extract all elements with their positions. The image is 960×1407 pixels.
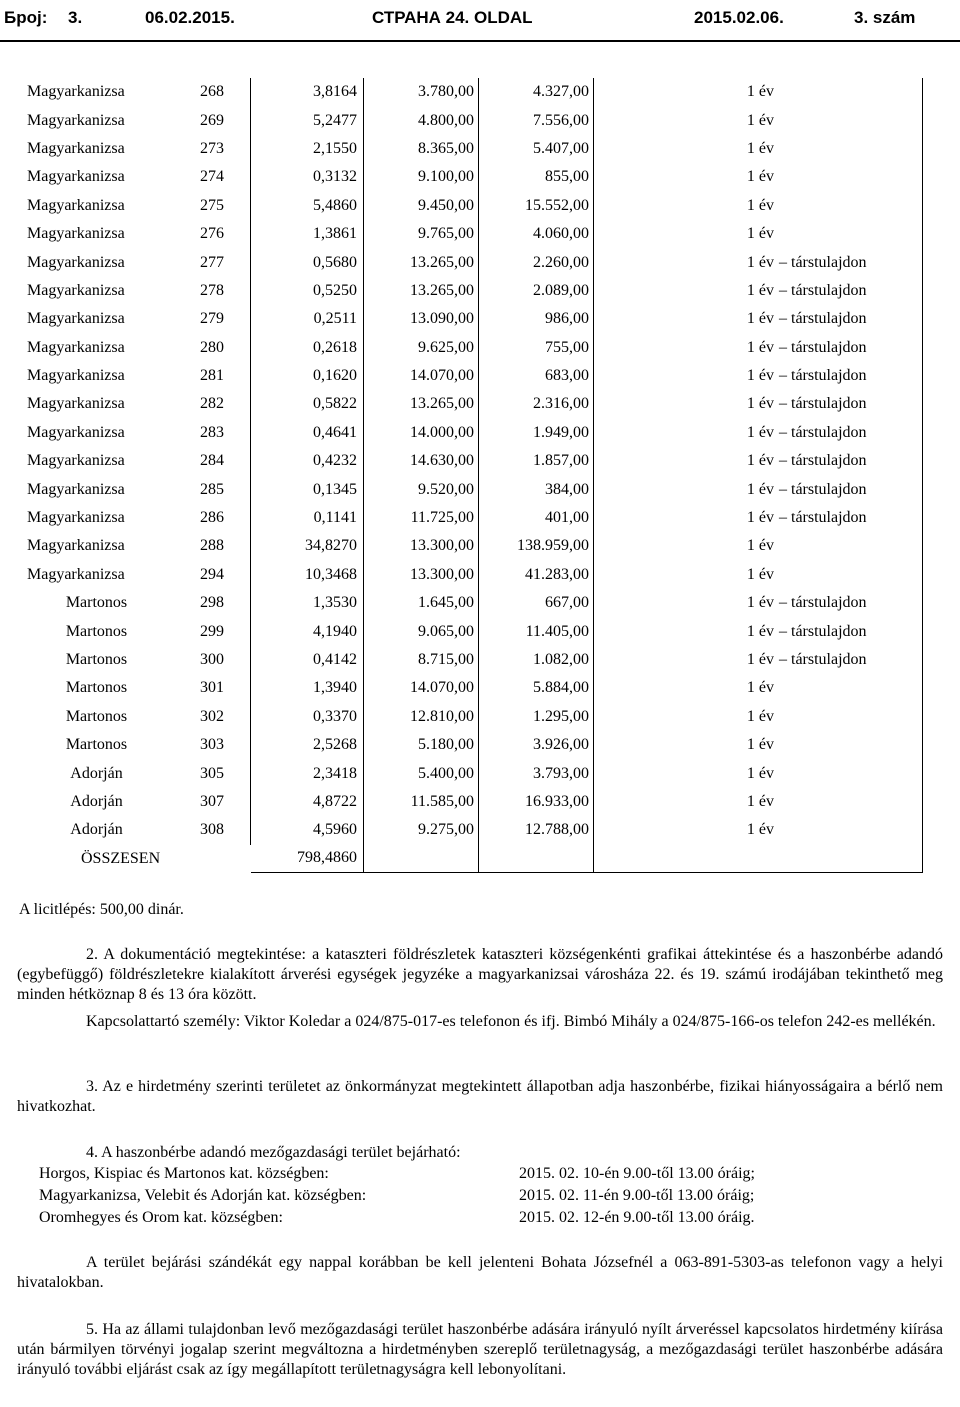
cell-rent: 4.327,00 [479, 78, 594, 106]
term-duration: 1 év [746, 452, 774, 470]
section-4-title: 4. A haszonbérbe adandó mezőgazdasági terület bejárható: [86, 1144, 461, 1161]
cell-area: 0,4142 [251, 646, 364, 674]
table-row [19, 561, 923, 589]
cell-term [594, 135, 923, 163]
issue-right: 3. szám [854, 8, 916, 27]
term-duration: 1 év [746, 509, 774, 527]
term-note: – társtulajdon [779, 594, 867, 612]
table-row [19, 646, 923, 674]
term-duration: 1 év [746, 679, 774, 697]
section-5: 5. Ha az állami tulajdonban levő mezőgazdasági terület haszonbérbe adására irányuló nyílt árveréssel kapcsolatos hirdetmény kiírása után bármilyen törvényi jogalap szerint megváltozna a hirdetményben szereplő területnagyság, a mezőgazdasági terület haszonbérbe adására irányuló további eljárást csak az így megállapított területnagyságra kell lebonyolítani. [17, 1321, 943, 1378]
total-empty-cell [479, 845, 594, 873]
cell-term [594, 305, 923, 333]
cell-parcel-number: 281 [200, 367, 224, 385]
cell-parcel-number: 307 [200, 792, 224, 810]
term-note: – társtulajdon [779, 281, 867, 299]
cell-price: 13.265,00 [364, 248, 479, 276]
cell-price: 11.585,00 [364, 788, 479, 816]
cell-parcel-number: 279 [200, 310, 224, 328]
cell-rent: 1.082,00 [479, 646, 594, 674]
cell-rent: 3.926,00 [479, 731, 594, 759]
cell-area: 0,5680 [251, 248, 364, 276]
cell-rent: 11.405,00 [479, 617, 594, 645]
cell-price: 12.810,00 [364, 703, 479, 731]
cell-location: Magyarkanizsa [27, 83, 125, 101]
cell-price: 14.630,00 [364, 447, 479, 475]
cell-rent: 5.407,00 [479, 135, 594, 163]
issue-number: 3. [68, 8, 83, 27]
cell-area: 1,3861 [251, 220, 364, 248]
term-note: – társtulajdon [779, 651, 867, 668]
section-2-para-1: 2. A dokumentáció megtekintése: a kataszteri földrészletek kataszteri községenkénti grafikai áttekintése és a haszonbérbe adandó (egybefüggő) földrészletekre kialakított árverési egységek jegyzéke a magyarkanizsai városháza 22. és 19. számú irodájában tekinthető meg minden hétköznap 8 és 13 óra között. [17, 946, 943, 1003]
cell-term [594, 504, 923, 532]
table-row [19, 277, 923, 305]
cell-location: Magyarkanizsa [27, 395, 125, 413]
bid-step: A licitlépés: 500,00 dinár. [19, 901, 184, 918]
cell-area: 4,8722 [251, 788, 364, 816]
term-duration: 1 év [746, 651, 774, 668]
table-row [19, 788, 923, 816]
cell-rent: 755,00 [479, 334, 594, 362]
table-row [19, 816, 923, 844]
table-row [19, 589, 923, 617]
cell-rent: 41.283,00 [479, 561, 594, 589]
term-duration: 1 év [746, 707, 774, 725]
cell-area: 10,3468 [251, 561, 364, 589]
visit-schedule [39, 1163, 755, 1229]
table-row [19, 390, 923, 418]
schedule-row [39, 1185, 755, 1207]
cell-parcel-number: 274 [200, 168, 224, 186]
table-row [19, 163, 923, 191]
cell-rent: 855,00 [479, 163, 594, 191]
cell-rent: 1.857,00 [479, 447, 594, 475]
cell-price: 14.070,00 [364, 674, 479, 702]
cell-price: 9.625,00 [364, 334, 479, 362]
cell-rent: 7.556,00 [479, 106, 594, 134]
cell-rent: 2.260,00 [479, 248, 594, 276]
term-note: – társtulajdon [779, 395, 867, 413]
cell-area: 2,3418 [251, 759, 364, 787]
cell-price: 5.180,00 [364, 731, 479, 759]
cell-parcel-number: 285 [200, 480, 224, 498]
cell-location: Adorján [70, 792, 123, 810]
cell-term [594, 192, 923, 220]
schedule-time: 2015. 02. 10-én 9.00-től 13.00 óráig; [519, 1165, 755, 1182]
cell-area: 5,4860 [251, 192, 364, 220]
cell-area: 4,1940 [251, 617, 364, 645]
cell-price: 8.365,00 [364, 135, 479, 163]
cell-term [594, 248, 923, 276]
cell-location: Adorján [70, 821, 123, 839]
cell-location: Magyarkanizsa [27, 111, 125, 129]
cell-rent: 15.552,00 [479, 192, 594, 220]
term-note: – társtulajdon [779, 622, 867, 640]
total-empty-cell [594, 845, 923, 873]
table-row [19, 78, 923, 106]
cell-parcel-number: 298 [200, 594, 224, 612]
table-row [19, 362, 923, 390]
section-2-para-2: Kapcsolattartó személy: Viktor Koledar a 024/875-017-es telefonon és ifj. Bimbó Mihály a 024/875-166-os telefon 242-es mellékén. [86, 1013, 936, 1030]
total-area: 798,4860 [251, 845, 364, 873]
schedule-time: 2015. 02. 12-én 9.00-től 13.00 óráig. [519, 1209, 755, 1226]
cell-parcel-number: 283 [200, 423, 224, 441]
cell-term [594, 419, 923, 447]
cell-price: 14.070,00 [364, 362, 479, 390]
term-duration: 1 év [746, 310, 774, 328]
term-duration: 1 év [746, 168, 774, 186]
cell-rent: 401,00 [479, 504, 594, 532]
cell-location: Magyarkanizsa [27, 565, 125, 583]
table-row [19, 532, 923, 560]
cell-rent: 2.089,00 [479, 277, 594, 305]
cell-parcel-number: 302 [200, 707, 224, 725]
table-row [19, 759, 923, 787]
cell-term [594, 334, 923, 362]
cell-area: 0,1620 [251, 362, 364, 390]
table-row [19, 504, 923, 532]
cell-rent: 683,00 [479, 362, 594, 390]
schedule-place: Magyarkanizsa, Velebit és Adorján kat. községben: [39, 1187, 367, 1204]
cell-rent: 2.316,00 [479, 390, 594, 418]
page-label: СТРАНА 24. OLDAL [372, 8, 533, 27]
cell-price: 13.300,00 [364, 532, 479, 560]
term-duration: 1 év [746, 622, 774, 640]
term-duration: 1 év [746, 367, 774, 385]
cell-location: Martonos [65, 651, 128, 668]
cell-area: 0,5822 [251, 390, 364, 418]
cell-price: 13.265,00 [364, 390, 479, 418]
term-duration: 1 év [746, 253, 774, 271]
cell-rent: 4.060,00 [479, 220, 594, 248]
table-row [19, 703, 923, 731]
schedule-place: Horgos, Kispiac és Martonos kat. községben: [39, 1165, 329, 1182]
cell-area: 5,2477 [251, 106, 364, 134]
cell-term [594, 703, 923, 731]
cell-location: Magyarkanizsa [27, 480, 125, 498]
cell-area: 0,5250 [251, 277, 364, 305]
cell-parcel-number: 300 [200, 651, 224, 668]
term-duration: 1 év [746, 395, 774, 413]
schedule-row [39, 1163, 755, 1185]
cell-price: 13.265,00 [364, 277, 479, 305]
cell-term [594, 759, 923, 787]
cell-term [594, 816, 923, 844]
cell-area: 1,3530 [251, 589, 364, 617]
cell-term [594, 617, 923, 645]
cell-term [594, 589, 923, 617]
cell-area: 0,1345 [251, 475, 364, 503]
cell-price: 9.765,00 [364, 220, 479, 248]
cell-rent: 986,00 [479, 305, 594, 333]
total-empty-cell [364, 845, 479, 873]
term-duration: 1 év [746, 792, 774, 810]
cell-location: Martonos [65, 622, 128, 640]
term-duration: 1 év [746, 423, 774, 441]
cell-area: 0,3132 [251, 163, 364, 191]
term-duration: 1 év [746, 764, 774, 782]
term-duration: 1 év [746, 281, 774, 299]
term-note: – társtulajdon [779, 310, 867, 328]
cell-term [594, 78, 923, 106]
term-duration: 1 év [746, 821, 774, 839]
section-4-note: A terület bejárási szándékát egy nappal korábban be kell jelenteni Bohata Józsefnél a 063-891-5303-as telefonon vagy a helyi hivatalokban. [17, 1254, 943, 1291]
cell-area: 0,4232 [251, 447, 364, 475]
table-row [19, 447, 923, 475]
cell-rent: 1.949,00 [479, 419, 594, 447]
cell-area: 2,5268 [251, 731, 364, 759]
term-duration: 1 év [746, 594, 774, 612]
cell-parcel-number: 280 [200, 338, 224, 356]
cell-parcel-number: 269 [200, 111, 224, 129]
cell-rent: 667,00 [479, 589, 594, 617]
cell-term [594, 163, 923, 191]
cell-area: 1,3940 [251, 674, 364, 702]
term-note: – társtulajdon [779, 338, 867, 356]
cell-parcel-number: 273 [200, 139, 224, 157]
cell-parcel-number: 301 [200, 679, 224, 697]
cell-location: Magyarkanizsa [27, 196, 125, 214]
cell-term [594, 532, 923, 560]
cell-price: 11.725,00 [364, 504, 479, 532]
cell-term [594, 731, 923, 759]
cell-parcel-number: 303 [200, 736, 224, 754]
cell-location: Magyarkanizsa [27, 310, 125, 328]
issue-label: Број: [4, 8, 48, 27]
table-row [19, 674, 923, 702]
cell-term [594, 362, 923, 390]
cell-term [594, 674, 923, 702]
cell-area: 34,8270 [251, 532, 364, 560]
cell-area: 0,2511 [251, 305, 364, 333]
table-row [19, 305, 923, 333]
cell-parcel-number: 286 [200, 509, 224, 527]
cell-parcel-number: 284 [200, 452, 224, 470]
term-note: – társtulajdon [779, 480, 867, 498]
term-note: – társtulajdon [779, 452, 867, 470]
cell-rent: 12.788,00 [479, 816, 594, 844]
table-row [19, 475, 923, 503]
term-duration: 1 év [746, 83, 774, 101]
cell-location: Martonos [65, 594, 128, 612]
cell-parcel-number: 294 [200, 565, 224, 583]
term-duration: 1 év [746, 139, 774, 157]
cell-area: 0,3370 [251, 703, 364, 731]
cell-parcel-number: 268 [200, 83, 224, 101]
cell-location: Martonos [65, 707, 128, 725]
cell-price: 9.275,00 [364, 816, 479, 844]
cell-location: Magyarkanizsa [27, 367, 125, 385]
cell-price: 1.645,00 [364, 589, 479, 617]
cell-price: 9.065,00 [364, 617, 479, 645]
cell-area: 3,8164 [251, 78, 364, 106]
cell-location: Magyarkanizsa [27, 139, 125, 157]
cell-location: Magyarkanizsa [27, 537, 125, 555]
parcel-table [19, 78, 923, 873]
schedule-time: 2015. 02. 11-én 9.00-től 13.00 óráig; [519, 1187, 755, 1204]
cell-parcel-number: 277 [200, 253, 224, 271]
cell-price: 9.450,00 [364, 192, 479, 220]
term-note: – társtulajdon [779, 509, 867, 527]
header-date-right: 2015.02.06. [694, 8, 784, 27]
cell-term [594, 447, 923, 475]
cell-location: Magyarkanizsa [27, 253, 125, 271]
cell-area: 4,5960 [251, 816, 364, 844]
cell-area: 2,1550 [251, 135, 364, 163]
cell-price: 8.715,00 [364, 646, 479, 674]
table-row [19, 135, 923, 163]
schedule-row [39, 1207, 755, 1229]
term-note: – társtulajdon [779, 423, 867, 441]
term-duration: 1 év [746, 480, 774, 498]
cell-parcel-number: 305 [200, 764, 224, 782]
cell-price: 13.300,00 [364, 561, 479, 589]
total-label: ÖSSZESEN [81, 849, 161, 867]
cell-rent: 138.959,00 [479, 532, 594, 560]
cell-area: 0,4641 [251, 419, 364, 447]
cell-price: 13.090,00 [364, 305, 479, 333]
cell-price: 4.800,00 [364, 106, 479, 134]
table-row [19, 419, 923, 447]
table-row [19, 334, 923, 362]
cell-location: Magyarkanizsa [27, 281, 125, 299]
cell-location: Magyarkanizsa [27, 452, 125, 470]
cell-rent: 3.793,00 [479, 759, 594, 787]
cell-term [594, 475, 923, 503]
term-note: – társtulajdon [779, 367, 867, 385]
cell-location: Magyarkanizsa [27, 509, 125, 527]
term-duration: 1 év [746, 111, 774, 129]
schedule-place: Oromhegyes és Orom kat. községben: [39, 1209, 283, 1226]
table-row [19, 617, 923, 645]
total-row [19, 845, 923, 873]
cell-location: Martonos [65, 679, 128, 697]
cell-term [594, 220, 923, 248]
cell-parcel-number: 276 [200, 225, 224, 243]
table-row [19, 248, 923, 276]
table-row [19, 106, 923, 134]
cell-term [594, 390, 923, 418]
term-duration: 1 év [746, 736, 774, 754]
cell-parcel-number: 278 [200, 281, 224, 299]
cell-parcel-number: 288 [200, 537, 224, 555]
header-date-left: 06.02.2015. [145, 8, 235, 27]
cell-rent: 5.884,00 [479, 674, 594, 702]
section-3: 3. Az e hirdetmény szerinti területet az önkormányzat megtekintett állapotban adja haszonbérbe, fizikai hiányosságaira a bérlő nem hivatkozhat. [17, 1078, 943, 1115]
term-duration: 1 év [746, 537, 774, 555]
cell-rent: 16.933,00 [479, 788, 594, 816]
page-header [0, 0, 960, 42]
cell-parcel-number: 299 [200, 622, 224, 640]
term-duration: 1 év [746, 565, 774, 583]
cell-location: Magyarkanizsa [27, 423, 125, 441]
cell-location: Magyarkanizsa [27, 225, 125, 243]
cell-term [594, 561, 923, 589]
table-row [19, 731, 923, 759]
term-duration: 1 év [746, 225, 774, 243]
cell-parcel-number: 275 [200, 196, 224, 214]
cell-price: 9.100,00 [364, 163, 479, 191]
cell-area: 0,1141 [251, 504, 364, 532]
cell-price: 3.780,00 [364, 78, 479, 106]
cell-parcel-number: 308 [200, 821, 224, 839]
cell-rent: 384,00 [479, 475, 594, 503]
cell-term [594, 788, 923, 816]
cell-price: 9.520,00 [364, 475, 479, 503]
cell-area: 0,2618 [251, 334, 364, 362]
term-duration: 1 év [746, 338, 774, 356]
cell-location: Adorján [70, 764, 123, 782]
cell-location: Martonos [65, 736, 128, 754]
cell-price: 14.000,00 [364, 419, 479, 447]
cell-term [594, 277, 923, 305]
cell-term [594, 646, 923, 674]
cell-price: 5.400,00 [364, 759, 479, 787]
cell-location: Magyarkanizsa [27, 168, 125, 186]
table-row [19, 192, 923, 220]
cell-term [594, 106, 923, 134]
term-note: – társtulajdon [779, 253, 867, 271]
cell-rent: 1.295,00 [479, 703, 594, 731]
cell-parcel-number: 282 [200, 395, 224, 413]
table-row [19, 220, 923, 248]
cell-location: Magyarkanizsa [27, 338, 125, 356]
term-duration: 1 év [746, 196, 774, 214]
